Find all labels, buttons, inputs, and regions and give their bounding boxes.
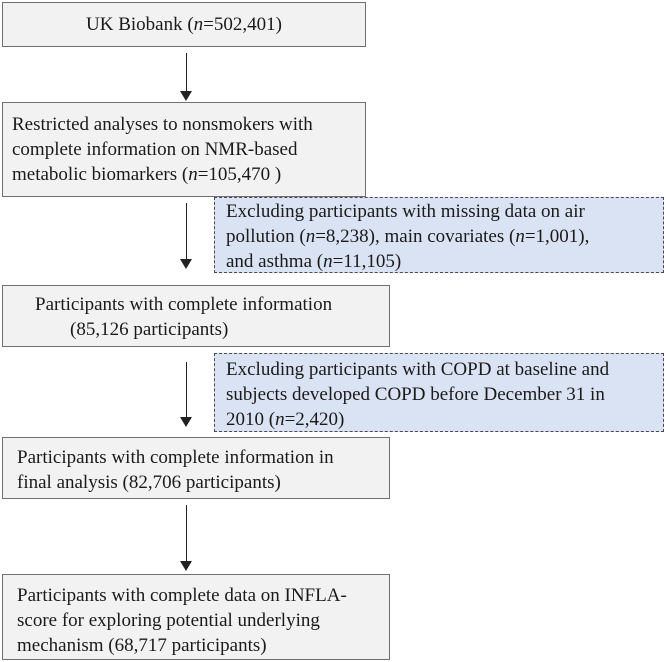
asthma-count: =11,105) <box>332 251 402 272</box>
uk-biobank-count: =502,401) <box>203 14 282 35</box>
restricted-line-3: metabolic biomarkers ( <box>12 164 189 185</box>
restricted-count: =105,470 ) <box>197 164 282 185</box>
exclusion-note-2 <box>214 353 664 432</box>
box-restricted-analyses <box>2 102 366 197</box>
box-infla-score <box>2 574 390 660</box>
complete-info-line-1: Participants with complete information <box>35 294 333 315</box>
final-analysis-line-1: Participants with complete information in <box>17 447 334 468</box>
box-complete-information <box>2 285 390 347</box>
n-symbol: n <box>193 14 204 35</box>
arrow-2 <box>180 203 192 269</box>
exclusion-1-line-3: and asthma ( <box>226 251 324 272</box>
exclusion-2-line-3: 2010 ( <box>226 409 276 430</box>
infla-line-2: score for exploring potential underlying <box>17 610 320 631</box>
arrow-3 <box>180 362 192 427</box>
n-symbol: n <box>515 226 525 247</box>
infla-line-1: Participants with complete data on INFLA- <box>17 585 347 606</box>
box-final-analysis <box>2 437 390 499</box>
complete-info-line-2: (85,126 participants) <box>70 319 229 340</box>
final-analysis-line-2: final analysis (82,706 participants) <box>17 472 281 493</box>
exclusion-2-line-1: Excluding participants with COPD at baseline and <box>226 359 610 380</box>
covariates-count: =1,001), <box>524 226 590 247</box>
arrow-1 <box>180 53 192 101</box>
exclusion-note-1 <box>214 197 664 273</box>
box-uk-biobank <box>2 2 366 47</box>
exclusion-1-line-2: pollution ( <box>226 226 306 247</box>
n-symbol: n <box>323 251 333 272</box>
arrow-4 <box>180 505 192 571</box>
restricted-line-2: complete information on NMR-based <box>12 139 298 160</box>
exclusion-2-line-2: subjects developed COPD before December 31 in <box>226 384 605 405</box>
n-symbol: n <box>275 409 285 430</box>
copd-count: =2,420) <box>284 409 345 430</box>
restricted-line-1: Restricted analyses to nonsmokers with <box>12 114 313 135</box>
n-symbol: n <box>305 226 316 247</box>
exclusion-1-line-1: Excluding participants with missing data on air <box>226 201 585 222</box>
uk-biobank-label: UK Biobank ( <box>86 14 194 35</box>
air-pollution-count: =8,238), main covariates ( <box>315 226 516 247</box>
infla-line-3: mechanism (68,717 participants) <box>17 635 267 656</box>
n-symbol: n <box>188 164 198 185</box>
